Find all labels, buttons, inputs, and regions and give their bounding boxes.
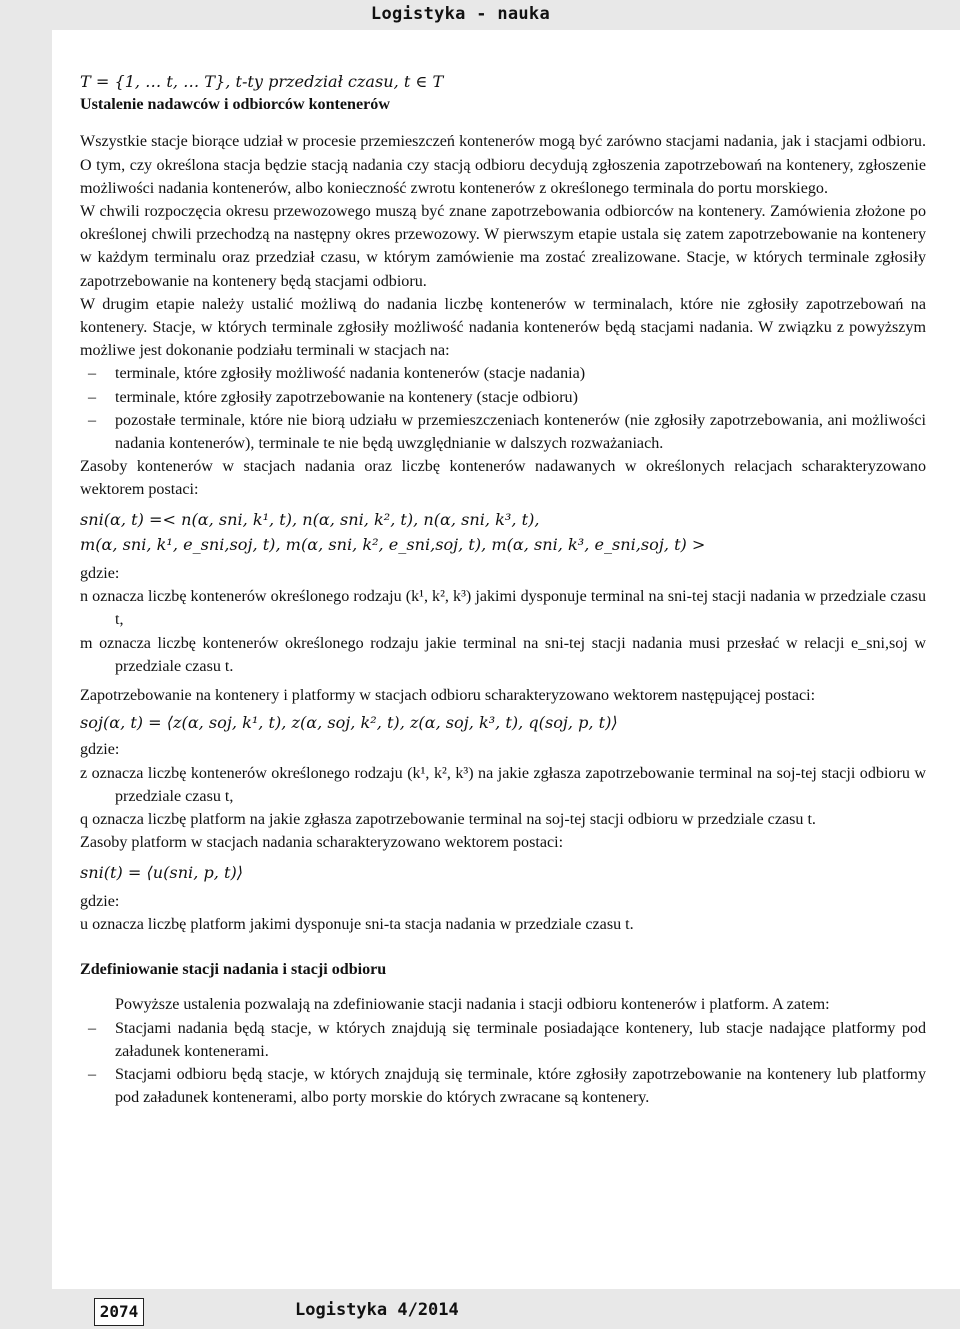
- paragraph-4: Zasoby kontenerów w stacjach nadania oraz liczbę kontenerów nadawanych w określonych relacjach scharakteryzowano wektorem postaci:: [80, 458, 926, 499]
- section-title-senders-receivers: Ustalenie nadawców i odbiorców kontenerów: [80, 96, 390, 114]
- list-item: – terminale, które zgłosiły zapotrzebowanie na kontenery (stacje odbioru): [80, 386, 926, 409]
- equation-sni-line-1: sni(α, t) =< n(α, sni, k¹, t), n(α, sni, k², t), n(α, sni, k³, t),: [80, 509, 540, 529]
- list-item: – terminale, które zgłosiły możliwość nadania kontenerów (stacje nadania): [80, 362, 926, 385]
- left-margin-bar: [0, 0, 52, 1329]
- journal-name: Logistyka 4/2014: [295, 1300, 459, 1320]
- equation-sni-line-2: m(α, sni, k¹, e_sni,soj, t), m(α, sni, k², e_sni,soj, t), m(α, sni, k³, e_sni,soj, t) >: [80, 534, 706, 554]
- gdzie-label: gdzie:: [80, 892, 120, 910]
- gdzie-label: gdzie:: [80, 741, 120, 759]
- section-title-define-stations: Zdefiniowanie stacji nadania i stacji odbioru: [80, 961, 387, 979]
- list-item: – pozostałe terminale, które nie biorą udziału w przemieszczeniach kontenerów (nie zgłosiły zapotrzebowania, ani możliwości nadania kontenerów), terminale te nie będą uwzględnianie w dalszych rozważaniach.: [80, 409, 926, 455]
- station-definition-list: [80, 1017, 926, 1110]
- definition-q: q oznacza liczbę platform na jakie zgłasza zapotrzebowanie terminal na soj-tej stacji odbioru w przedziale czasu t.: [80, 811, 816, 829]
- page-number: 2074: [94, 1298, 144, 1326]
- paragraph-5: Zapotrzebowanie na kontenery i platformy w stacjach odbioru scharakteryzowano wektorem następującej postaci:: [80, 687, 816, 705]
- list-item: – Stacjami nadania będą stacje, w których znajdują się terminale posiadające kontenery, lub stacje nadające platformy pod załadunek kontenerami.: [80, 1017, 926, 1063]
- page-content: [80, 70, 926, 1109]
- gdzie-label: gdzie:: [80, 565, 120, 583]
- definition-n: n oznacza liczbę kontenerów określonego rodzaju (k¹, k², k³) jakimi dysponuje terminal na sni-tej stacji nadania w przedziale czasu t,: [80, 588, 926, 629]
- paragraph-2: W chwili rozpoczęcia okresu przewozowego muszą być znane zapotrzebowania odbiorców na kontenery. Zamówienia złożone po określonej chwili przechodzą na następny okres przewozowy. W pierwszym etapie ustala się zatem zapotrzebowanie na kontenery w każdym terminalu oraz przedział czasu, w którym zamówienie ma zostać zrealizowane. Stacje, w których terminale zgłosiły zapotrzebowanie na kontenery będą stacjami odbioru.: [80, 203, 926, 290]
- equation-sni-t: sni(t) = ⟨u(sni, p, t)⟩: [80, 862, 243, 882]
- paragraph-6: Zasoby platform w stacjach nadania scharakteryzowano wektorem postaci:: [80, 834, 564, 852]
- equation-soj: soj(α, t) = ⟨z(α, soj, k¹, t), z(α, soj, k², t), z(α, soj, k³, t), q(soj, p, t)⟩: [80, 713, 618, 733]
- definition-z: z oznacza liczbę kontenerów określonego rodzaju (k¹, k², k³) na jakie zgłasza zapotrzebowanie terminal na soj-tej stacji odbioru w przedziale czasu t,: [80, 764, 926, 805]
- paragraph-3: W drugim etapie należy ustalić możliwą do nadania liczbę kontenerów w terminalach, które nie zgłosiły zapotrzebowań na kontenery. Stacje, w których terminale zgłosiły możliwość nadania kontenerów będą stacjami nadania. W związku z powyższym możliwe jest dokonanie podziału terminali w stacjach na:: [80, 295, 926, 360]
- list-item: – Stacjami odbioru będą stacje, w których znajdują się terminale, które zgłosiły zapotrzebowanie na kontenery lub platformy pod załadunek kontenerami, albo porty morskie do których zwracane są kontenery.: [80, 1063, 926, 1109]
- running-header-title: Logistyka - nauka: [370, 4, 550, 24]
- footer-band: [0, 1289, 960, 1329]
- terminal-division-list: [80, 362, 926, 455]
- paragraph-7: Powyższe ustalenia pozwalają na zdefiniowanie stacji nadania i stacji odbioru kontenerów i platform. A zatem:: [115, 996, 830, 1014]
- definition-u: u oznacza liczbę platform jakimi dysponuje sni-ta stacja nadania w przedziale czasu t.: [80, 915, 634, 933]
- definition-m: m oznacza liczbę kontenerów określonego rodzaju jakie terminal na sni-tej stacji nadania musi przesłać w relacji e_sni,soj w przedziale czasu t.: [80, 634, 926, 675]
- paragraph-1: Wszystkie stacje biorące udział w procesie przemieszczeń kontenerów mogą być zarówno stacjami nadania, jak i stacjami odbioru. O tym, czy określona stacja będzie stacją nadania czy stacją odbioru decydują zgłoszenia zapotrzebowań na kontenery, zgłoszenie możliwości nadania kontenerów, albo konieczność zwrotu kontenerów z określonego terminala do portu morskiego.: [80, 133, 926, 197]
- formula-time-set: T = {1, … t, … T}, t-ty przedział czasu, t ∈ T: [80, 72, 444, 91]
